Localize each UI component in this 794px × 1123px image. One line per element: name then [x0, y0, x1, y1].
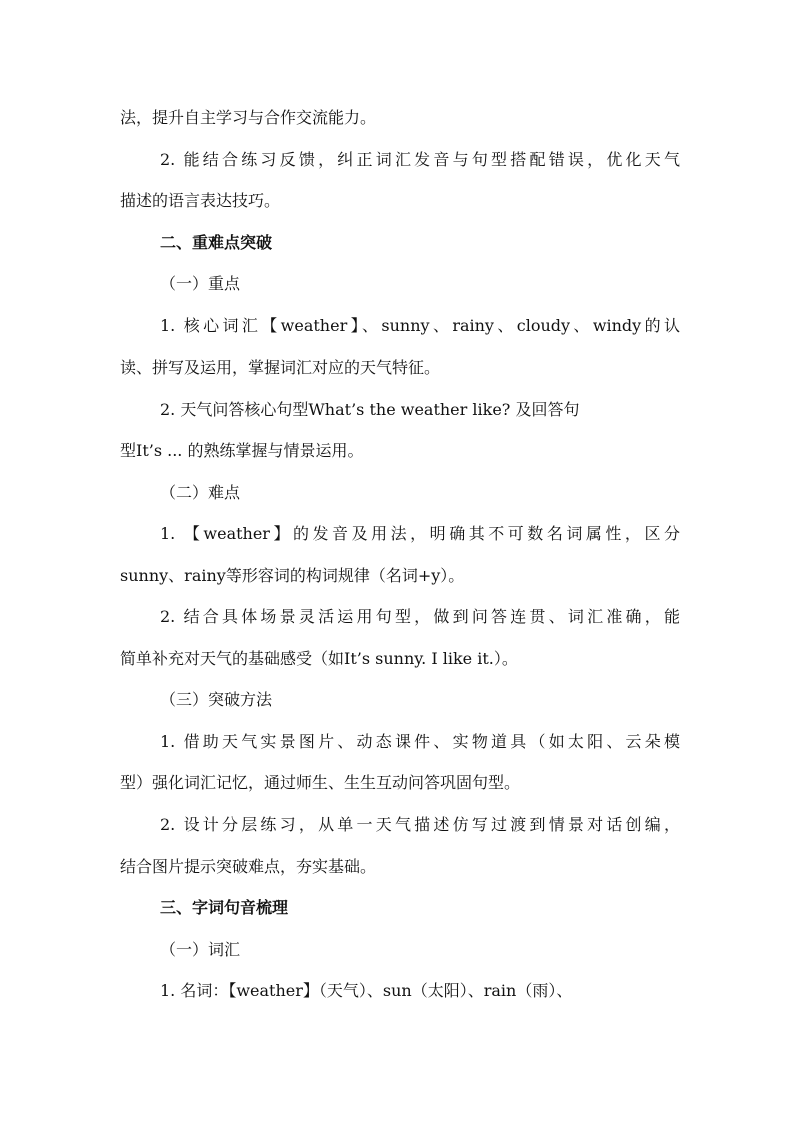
paragraph-line: 1. 名词：【weather】（天气）、sun（太阳）、rain（雨）、 — [160, 981, 573, 1000]
paragraph-line: 2. 天气问答核心句型What’s the weather like? 及回答句 — [160, 400, 580, 419]
paragraph-line: 2. 结合具体场景灵活运用句型，做到问答连贯、词汇准确，能 — [160, 607, 680, 626]
paragraph-line: 法，提升自主学习与合作交流能力。 — [120, 108, 377, 127]
subsection-heading: （一）词汇 — [160, 940, 241, 959]
paragraph-line: 读、拼写及运用，掌握词汇对应的天气特征。 — [120, 358, 441, 377]
paragraph-line: 型It’s ... 的熟练掌握与情景运用。 — [120, 441, 364, 460]
paragraph-line: 1. 【weather】的发音及用法，明确其不可数名词属性，区分 — [160, 524, 680, 543]
paragraph-line: 1. 核心词汇【weather】、sunny、rainy、cloudy、windy的认 — [160, 316, 680, 335]
paragraph-line: 2. 设计分层练习，从单一天气描述仿写过渡到情景对话创编， — [160, 815, 680, 834]
paragraph-line: 2. 能结合练习反馈，纠正词汇发音与句型搭配错误，优化天气 — [160, 150, 680, 169]
section-heading: 二、重难点突破 — [160, 233, 273, 252]
subsection-heading: （三）突破方法 — [160, 690, 273, 709]
subsection-heading: （一）重点 — [160, 274, 241, 293]
section-heading: 三、字词句音梳理 — [160, 898, 289, 917]
paragraph-line: 1. 借助天气实景图片、动态课件、实物道具（如太阳、云朵模 — [160, 732, 680, 751]
paragraph-line: 描述的语言表达技巧。 — [120, 191, 281, 210]
paragraph-line: 型）强化词汇记忆，通过师生、生生互动问答巩固句型。 — [120, 773, 521, 792]
paragraph-line: 结合图片提示突破难点，夯实基础。 — [120, 857, 377, 876]
subsection-heading: （二）难点 — [160, 483, 241, 502]
paragraph-line: 简单补充对天气的基础感受（如It’s sunny. I like it.）。 — [120, 649, 518, 668]
paragraph-line: sunny、rainy等形容词的构词规律（名词+y）。 — [120, 566, 465, 585]
